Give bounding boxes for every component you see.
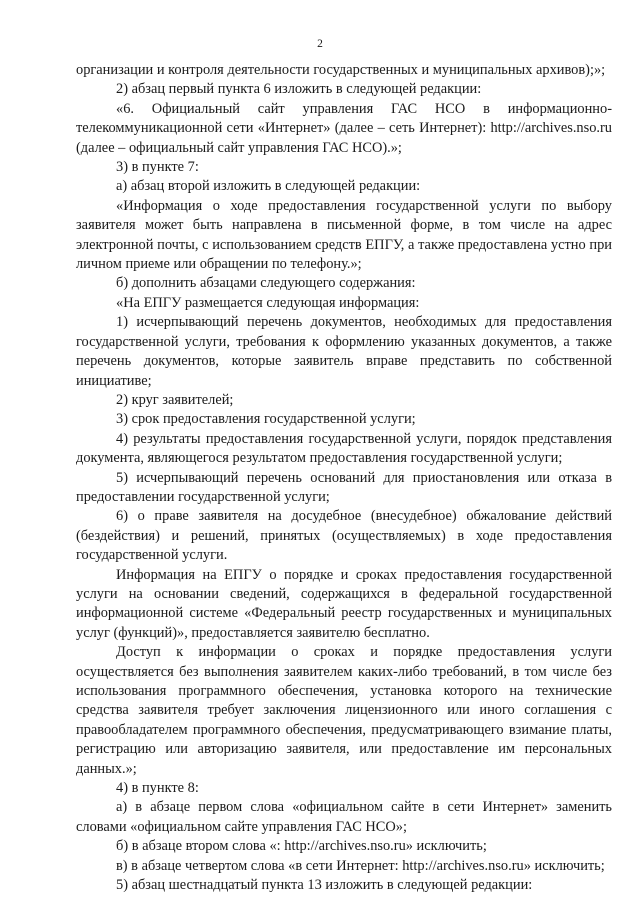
- paragraph: организации и контроля деятельности государственных и муниципальных архивов);»;: [76, 62, 606, 78]
- paragraph: Информация на ЕПГУ о порядке и сроках предоставления государственной услуги на основании сведений, содержащихся в федеральной государственной информационной системе «Федеральный реестр государственных и муниципальных услуг (функций)», предоставляется заявителю бесплатно.: [76, 566, 612, 641]
- paragraph: 4) результаты предоставления государственной услуги, порядок представления документа, являющегося результатом предоставления государственной услуги;: [76, 430, 612, 467]
- paragraph: 3) срок предоставления государственной услуги;: [116, 411, 416, 428]
- paragraph: а) абзац второй изложить в следующей редакции:: [116, 178, 421, 195]
- paragraph: 2) круг заявителей;: [116, 391, 234, 408]
- document-body: [76, 61, 612, 895]
- paragraph: 2) абзац первый пункта 6 изложить в следующей редакции:: [116, 81, 482, 98]
- paragraph: «6. Официальный сайт управления ГАС НСО в информационно-телекоммуникационной сети «Интернет» (далее – сеть Интернет): http://archives.nso.ru (далее – официальный сайт управления ГАС НСО).»;: [76, 100, 612, 156]
- page-number: 2: [317, 38, 323, 50]
- paragraph: 5) исчерпывающий перечень оснований для приостановления или отказа в предоставлении государственной услуги;: [76, 469, 612, 505]
- paragraph: «На ЕПГУ размещается следующая информация:: [116, 294, 420, 311]
- paragraph: 4) в пункте 8:: [116, 780, 199, 797]
- paragraph: «Информация о ходе предоставления государственной услуги по выбору заявителя может быть направлена в письменной форме, в том числе на адрес электронной почты, с использованием средств ЕПГУ, а также предоставлена устно при личном приеме или обращении по телефону.»;: [76, 197, 612, 273]
- paragraph: 3) в пункте 7:: [116, 159, 199, 176]
- paragraph: б) дополнить абзацами следующего содержания:: [116, 275, 416, 292]
- paragraph: а) в абзаце первом слова «официальном сайте в сети Интернет» заменить словами «официальном сайте управления ГАС НСО»;: [76, 799, 612, 835]
- paragraph: б) в абзаце втором слова «: http://archives.nso.ru» исключить;: [116, 838, 487, 855]
- paragraph: в) в абзаце четвертом слова «в сети Интернет: http://archives.nso.ru» исключить;: [116, 857, 605, 874]
- paragraph: 5) абзац шестнадцатый пункта 13 изложить в следующей редакции:: [116, 877, 533, 894]
- paragraph: Доступ к информации о сроках и порядке предоставления услуги осуществляется без выполнения заявителем каких-либо требований, в том числе без использования программного обеспечения, установка которого на технические средства заявителя требует заключения лицензионного или иного соглашения с правообладателем программного обеспечения, предусматривающего взимание платы, регистрацию или авторизацию заявителя, или предоставление им персональных данных.»;: [76, 644, 612, 777]
- paragraph: 1) исчерпывающий перечень документов, необходимых для предоставления государственной услуги, требования к оформлению указанных документов, а также перечень документов, которые заявитель вправе представить по собственной инициативе;: [76, 314, 612, 389]
- paragraph: 6) о праве заявителя на досудебное (внесудебное) обжалование действий (бездействия) и решений, принятых (осуществляемых) в ходе предоставления государственной услуги.: [76, 508, 612, 564]
